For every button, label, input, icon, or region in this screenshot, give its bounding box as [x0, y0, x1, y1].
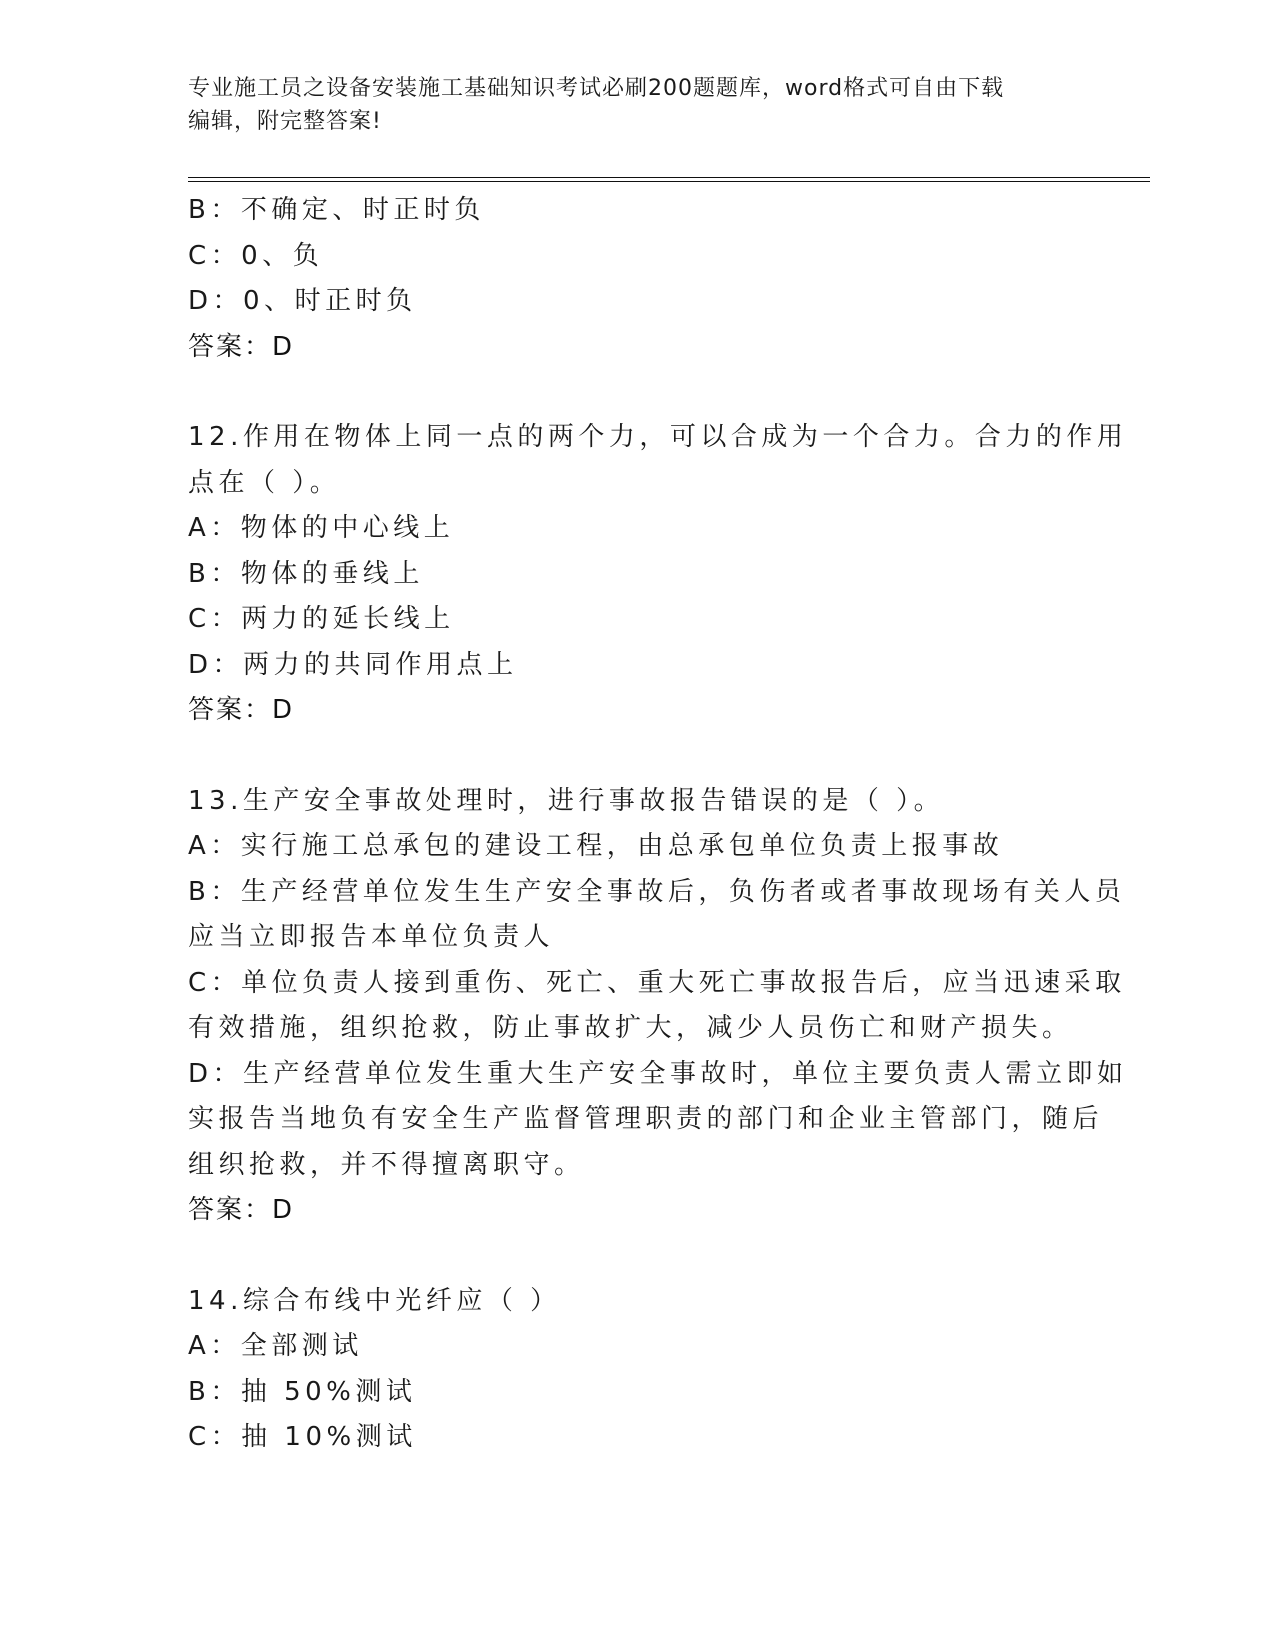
option-d-line-2: 实报告当地负有安全生产监督管理职责的部门和企业主管部门，随后	[188, 1104, 1104, 1134]
option-b: B：物体的垂线上	[188, 558, 424, 589]
question-block-prev	[188, 188, 1088, 370]
option-c-line-2: 有效措施，组织抢救，防止事故扩大，减少人员伤亡和财产损失。	[188, 1013, 1073, 1043]
question-block-12	[188, 415, 1128, 734]
option-b: B：抽 50%测试	[188, 1376, 417, 1407]
option-d-line-1: D：生产经营单位发生重大生产安全事故时，单位主要负责人需立即如	[188, 1058, 1128, 1089]
option-c: C：抽 10%测试	[188, 1422, 417, 1452]
option-d: D：两力的共同作用点上	[188, 649, 518, 680]
option-c-line-1: C：单位负责人接到重伤、死亡、重大死亡事故报告后，应当迅速采取	[188, 967, 1126, 998]
question-spacer	[188, 370, 1088, 415]
option-b-line-2: 应当立即报告本单位负责人	[188, 922, 555, 952]
option-c: C：两力的延长线上	[188, 604, 455, 634]
document-header	[188, 72, 1088, 138]
question-spacer	[188, 734, 1088, 779]
header-divider-thick	[188, 177, 1150, 178]
answer-label: 答案：D	[188, 695, 295, 725]
question-stem: 13.生产安全事故处理时，进行事故报告错误的是（ ）。	[188, 785, 945, 816]
question-stem-line-2: 点在（ ）。	[188, 467, 341, 498]
question-block-13	[188, 779, 1128, 1234]
option-b: B：不确定、时正时负	[188, 195, 485, 225]
header-divider-thin	[188, 181, 1150, 182]
option-c: C：0、负	[188, 240, 324, 271]
question-block-14	[188, 1279, 1088, 1461]
question-stem-line-1: 12.作用在物体上同一点的两个力，可以合成为一个合力。合力的作用	[188, 422, 1128, 452]
question-stem: 14.综合布线中光纤应（ ）	[188, 1285, 561, 1316]
option-a: A：实行施工总承包的建设工程，由总承包单位负责上报事故	[188, 831, 1004, 861]
option-d: D：0、时正时负	[188, 286, 417, 316]
answer-label: 答案：D	[188, 331, 295, 362]
header-title-line-2: 编辑，附完整答案!	[188, 109, 382, 134]
option-a: A：全部测试	[188, 1331, 363, 1361]
question-spacer	[188, 1234, 1088, 1279]
option-a: A：物体的中心线上	[188, 513, 455, 543]
option-b-line-1: B：生产经营单位发生生产安全事故后，负伤者或者事故现场有关人员	[188, 876, 1126, 907]
option-d-line-3: 组织抢救，并不得擅离职守。	[188, 1149, 585, 1180]
question-list	[188, 188, 1128, 1461]
header-title-line-1: 专业施工员之设备安装施工基础知识考试必刷200题题库，word格式可自由下载	[188, 76, 1005, 101]
answer-label: 答案：D	[188, 1195, 295, 1225]
